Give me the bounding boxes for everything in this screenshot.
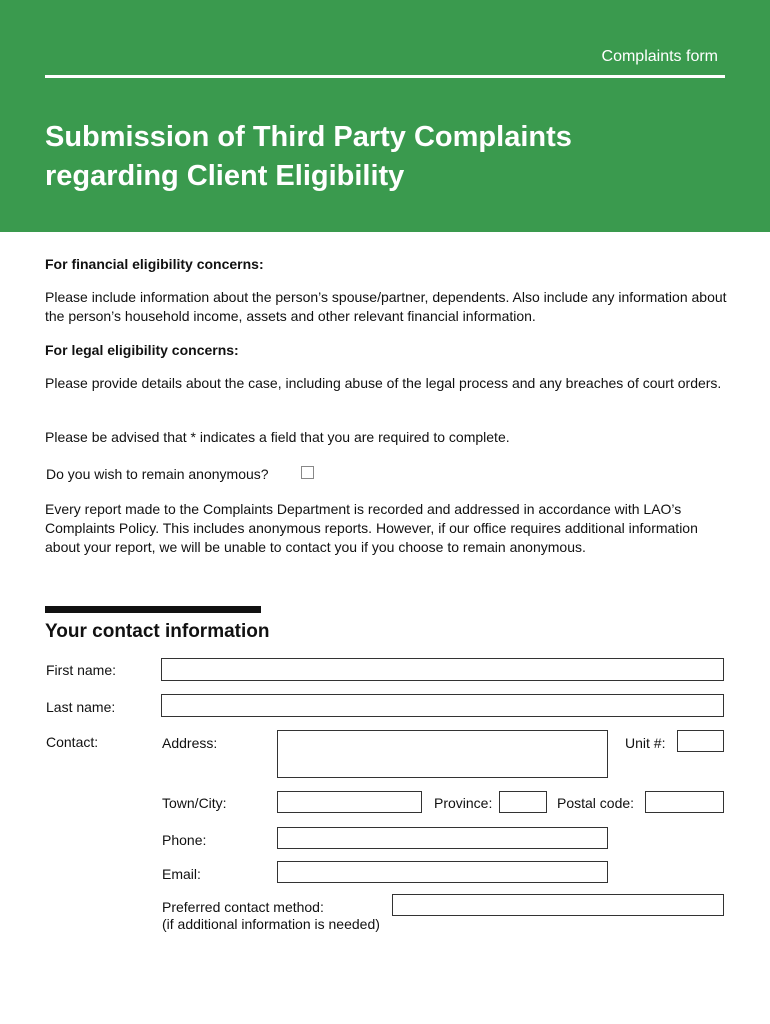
section-divider — [45, 606, 261, 613]
financial-heading: For financial eligibility concerns: — [45, 256, 264, 272]
contact-label: Contact: — [46, 734, 99, 750]
required-note: Please be advised that * indicates a field that you are required to complete. — [45, 429, 510, 445]
address-label: Address: — [162, 735, 218, 751]
town-field[interactable] — [277, 791, 422, 813]
preferred-contact-field[interactable] — [392, 894, 724, 916]
province-field[interactable] — [499, 791, 547, 813]
last-name-label: Last name: — [46, 699, 116, 715]
postal-code-label: Postal code: — [557, 795, 635, 811]
province-label: Province: — [434, 795, 493, 811]
contact-section-title: Your contact information — [45, 621, 270, 642]
legal-text: Please provide details about the case, including abuse of the legal process and any breaches of court orders. — [45, 375, 722, 391]
financial-text: Please include information about the person’s spouse/partner, dependents. Also include any information about the person’s household income, assets and other relevant financial information. — [45, 289, 727, 324]
preferred-contact-label — [162, 899, 380, 933]
last-name-field[interactable] — [161, 694, 724, 717]
title-line-2: regarding Client Eligibility — [45, 160, 405, 192]
phone-field[interactable] — [277, 827, 608, 849]
postal-code-field[interactable] — [645, 791, 724, 813]
form-type-label: Complaints form — [601, 48, 718, 65]
header-divider — [45, 75, 725, 78]
town-label: Town/City: — [162, 795, 227, 811]
preferred-contact-label-line-1: Preferred contact method: — [162, 899, 324, 915]
unit-field[interactable] — [677, 730, 724, 752]
title-line-1: Submission of Third Party Complaints — [45, 121, 572, 153]
first-name-field[interactable] — [161, 658, 724, 681]
first-name-label: First name: — [46, 662, 117, 678]
legal-heading: For legal eligibility concerns: — [45, 342, 239, 358]
anonymous-explanation: Every report made to the Complaints Department is recorded and addressed in accordance with LAO’s Complaints Policy. This includes anonymous reports. However, if our office requires additional information about your report, we will be unable to contact you if you choose to remain anonymous. — [45, 501, 698, 555]
address-field[interactable] — [277, 730, 608, 778]
anonymous-question: Do you wish to remain anonymous? — [46, 466, 269, 482]
anonymous-checkbox[interactable] — [301, 466, 314, 479]
email-label: Email: — [162, 866, 201, 882]
email-field[interactable] — [277, 861, 608, 883]
unit-label: Unit #: — [625, 735, 666, 751]
phone-label: Phone: — [162, 832, 207, 848]
page-title — [45, 118, 725, 196]
header-banner — [0, 0, 770, 232]
preferred-contact-label-line-2: (if additional information is needed) — [162, 916, 380, 932]
